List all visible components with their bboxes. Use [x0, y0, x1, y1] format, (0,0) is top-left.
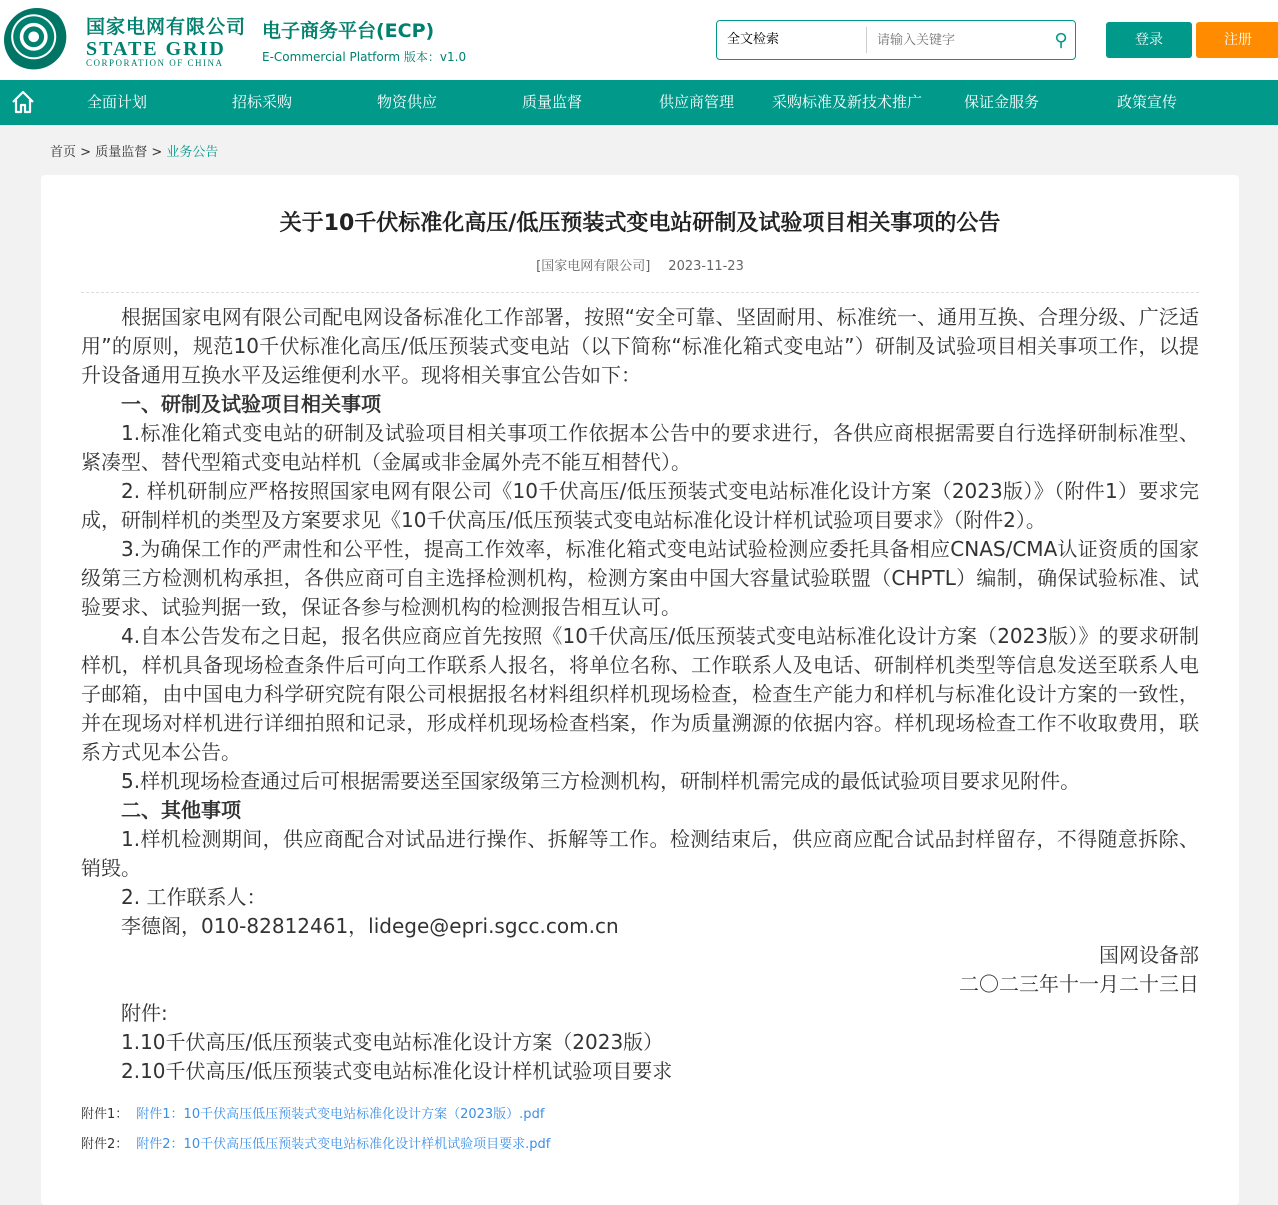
paragraph: 李德阁，010-82812461，lidege@epri.sgcc.com.cn: [121, 914, 619, 938]
paragraph: 1.标准化箱式变电站的研制及试验项目相关事项工作依据本公告中的要求进行，各供应商根据需要自行选择研制标准型、紧凑型、替代型箱式变电站样机（金属或非金属外壳不能互相替代）。: [81, 421, 1199, 474]
login-button[interactable]: 登录: [1106, 22, 1192, 58]
breadcrumb-current: 业务公告: [166, 145, 219, 160]
paragraph: 5.样机现场检查通过后可根据需要送至国家级第三方检测机构，研制样机需完成的最低试验项目要求见附件。: [121, 769, 1081, 793]
brand: [86, 12, 246, 68]
nav-item-quality[interactable]: 质量监督: [522, 93, 583, 111]
nav-item-plan[interactable]: 全面计划: [87, 93, 148, 111]
nav-item-policy[interactable]: 政策宣传: [1117, 93, 1178, 111]
article-source: [国家电网有限公司]: [536, 259, 651, 274]
attachment-link[interactable]: 附件1：10千伏高压低压预装式变电站标准化设计方案（2023版）.pdf: [136, 1107, 545, 1122]
paragraph: 1.10千伏高压/低压预装式变电站标准化设计方案（2023版）: [121, 1030, 664, 1054]
article-meta: [41, 255, 1239, 274]
paragraph: 2. 工作联系人：: [121, 885, 267, 909]
nav-item-bidding[interactable]: 招标采购: [232, 93, 293, 111]
attachment-row: [81, 1130, 1199, 1160]
nav-item-deposit[interactable]: 保证金服务: [964, 93, 1040, 111]
breadcrumb-quality[interactable]: 质量监督: [95, 145, 148, 160]
breadcrumb-home[interactable]: 首页: [50, 145, 77, 160]
paragraph: 根据国家电网有限公司配电网设备标准化工作部署，按照“安全可靠、坚固耐用、标准统一、通用互换、合理分级、广泛适用”的原则，规范10千伏标准化高压/低压预装式变电站（以下简称“标准化箱式变电站”）研制及试验项目相关事项工作，以提升设备通用互换水平及运维便利水平。现将相关事宜公告如下：: [81, 305, 1199, 387]
register-button[interactable]: 注册: [1196, 22, 1278, 58]
attachment-label: 附件1：: [81, 1107, 129, 1122]
attachments: [81, 1100, 1199, 1160]
brand-en: STATE GRID: [86, 38, 226, 60]
platform-subtitle: E-Commercial Platform 版本：v1.0: [262, 50, 467, 64]
nav-item-supplier[interactable]: 供应商管理: [659, 93, 735, 111]
attachment-row: [81, 1100, 1199, 1130]
article-card: [41, 175, 1239, 1205]
brand-en2: CORPORATION OF CHINA: [86, 58, 224, 68]
nav-item-standards[interactable]: 采购标准及新技术推广: [772, 93, 923, 111]
paragraph: 3.为确保工作的严肃性和公平性，提高工作效率，标准化箱式变电站试验检测应委托具备相应CNAS/CMA认证资质的国家级第三方检测机构承担，各供应商可自主选择检测机构，检测方案由中国大容量试验联盟（CHPTL）编制，确保试验标准、试验要求、试验判据一致，保证各参与检测机构的检测报告相互认可。: [81, 537, 1199, 619]
article-body: [81, 303, 1199, 1086]
divider: [81, 292, 1199, 293]
platform-title: [262, 16, 466, 65]
paragraph: 2. 样机研制应严格按照国家电网有限公司《10千伏高压/低压预装式变电站标准化设计方案（2023版）》（附件1）要求完成，研制样机的类型及方案要求见《10千伏高压/低压预装式变电站标准化设计样机试验项目要求》（附件2）。: [81, 479, 1199, 532]
nav-item-supply[interactable]: 物资供应: [377, 93, 438, 111]
search-box: [716, 20, 1076, 60]
breadcrumb: 首页 > 质量监督 > 业务公告: [50, 145, 219, 160]
main-nav: [0, 80, 1278, 125]
attachment-label: 附件2：: [81, 1137, 129, 1152]
section-heading: 二、其他事项: [121, 798, 241, 822]
paragraph: 二〇二三年十一月二十三日: [959, 972, 1199, 996]
article-date: 2023-11-23: [668, 259, 744, 274]
paragraph: 国网设备部: [1099, 943, 1199, 967]
section-heading: 一、研制及试验项目相关事项: [121, 392, 381, 416]
platform-name: 电子商务平台(ECP): [262, 20, 435, 42]
home-icon[interactable]: [10, 89, 36, 115]
search-input[interactable]: [867, 33, 1047, 48]
search-icon[interactable]: ⚲: [1054, 29, 1068, 51]
brand-cn: 国家电网有限公司: [86, 16, 247, 38]
paragraph: 2.10千伏高压/低压预装式变电站标准化设计样机试验项目要求: [121, 1059, 673, 1083]
article-title: 关于10千伏标准化高压/低压预装式变电站研制及试验项目相关事项的公告: [279, 211, 1001, 236]
attachment-link[interactable]: 附件2：10千伏高压低压预装式变电站标准化设计样机试验项目要求.pdf: [136, 1137, 551, 1152]
state-grid-logo: [4, 8, 70, 72]
search-scope-select[interactable]: 全文检索: [717, 27, 867, 53]
paragraph: 4.自本公告发布之日起，报名供应商应首先按照《10千伏高压/低压预装式变电站标准化设计方案（2023版）》的要求研制样机，样机具备现场检查条件后可向工作联系人报名，将单位名称、工作联系人及电话、研制样机类型等信息发送至联系人电子邮箱，由中国电力科学研究院有限公司根据报名材料组织样机现场检查，检查生产能力和样机与标准化设计方案的一致性，并在现场对样机进行详细拍照和记录，形成样机现场检查档案，作为质量溯源的依据内容。样机现场检查工作不收取费用，联系方式见本公告。: [81, 624, 1199, 764]
paragraph: 附件:: [121, 1001, 168, 1025]
header: [0, 0, 1278, 80]
paragraph: 1.样机检测期间，供应商配合对试品进行操作、拆解等工作。检测结束后，供应商应配合试品封样留存，不得随意拆除、销毁。: [81, 827, 1199, 880]
